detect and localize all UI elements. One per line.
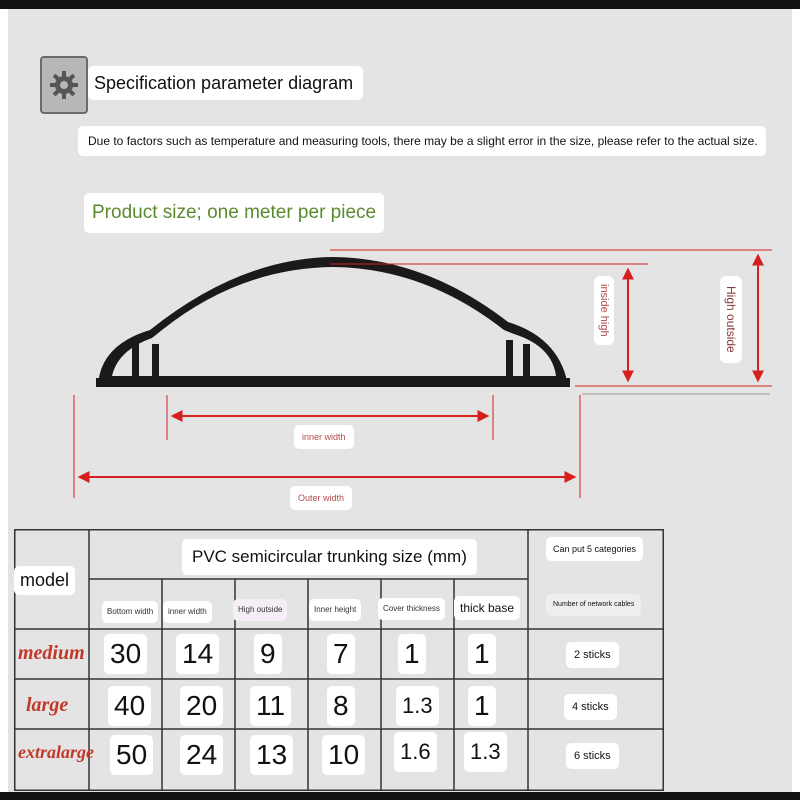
cell-large-inner-height: 8 (327, 686, 355, 726)
cell-extralarge-bottom-width: 50 (110, 735, 153, 775)
col-header-inner-width: inner width (163, 601, 212, 623)
size-disclaimer: Due to factors such as temperature and measuring tools, there may be a slight error in the size, please refer to the actual size. (78, 126, 766, 156)
inside-high-label: inside high (594, 276, 614, 345)
outer-width-label: Outer width (290, 486, 352, 510)
page-title: Specification parameter diagram (88, 66, 363, 100)
table-title: PVC semicircular trunking size (mm) (182, 539, 477, 575)
capacity-subheader: Number of network cables (546, 594, 641, 616)
cell-extralarge-cover-thickness: 1.6 (394, 732, 437, 772)
cell-large-high-outside: 11 (250, 686, 291, 726)
cell-extralarge-high-outside: 13 (250, 735, 293, 775)
cell-large-cover-thickness: 1.3 (396, 686, 439, 726)
size-label-medium: medium (18, 642, 85, 664)
col-header-thick-base: thick base (454, 596, 520, 620)
model-header: model (14, 566, 75, 595)
col-header-high-outside: High outside (233, 599, 287, 621)
inner-width-label: inner width (294, 425, 354, 449)
cell-extralarge-inner-width: 24 (180, 735, 223, 775)
cell-extralarge-thick-base: 1.3 (464, 732, 507, 772)
cell-medium-cables: 2 sticks (566, 642, 619, 668)
high-outside-label: High outside (720, 276, 742, 363)
col-header-inner-height: Inner height (309, 599, 361, 621)
cell-large-cables: 4 sticks (564, 694, 617, 720)
trunking-profile (96, 257, 570, 387)
cell-medium-inner-height: 7 (327, 634, 355, 674)
cell-medium-thick-base: 1 (468, 634, 496, 674)
cell-medium-cover-thickness: 1 (398, 634, 426, 674)
cell-large-inner-width: 20 (180, 686, 223, 726)
cell-large-bottom-width: 40 (108, 686, 151, 726)
cell-medium-inner-width: 14 (176, 634, 219, 674)
cell-medium-bottom-width: 30 (104, 634, 147, 674)
cell-extralarge-cables: 6 sticks (566, 743, 619, 769)
col-header-bottom-width: Bottom width (102, 601, 158, 623)
capacity-header: Can put 5 categories (546, 537, 643, 561)
size-label-extralarge: extralarge (18, 742, 94, 762)
col-header-cover-thickness: Cover thickness (378, 598, 445, 620)
cell-extralarge-inner-height: 10 (322, 735, 365, 775)
cell-medium-high-outside: 9 (254, 634, 282, 674)
product-size-note: Product size; one meter per piece (84, 193, 384, 233)
size-label-large: large (26, 694, 69, 716)
cell-large-thick-base: 1 (468, 686, 496, 726)
bottom-border (0, 792, 800, 800)
